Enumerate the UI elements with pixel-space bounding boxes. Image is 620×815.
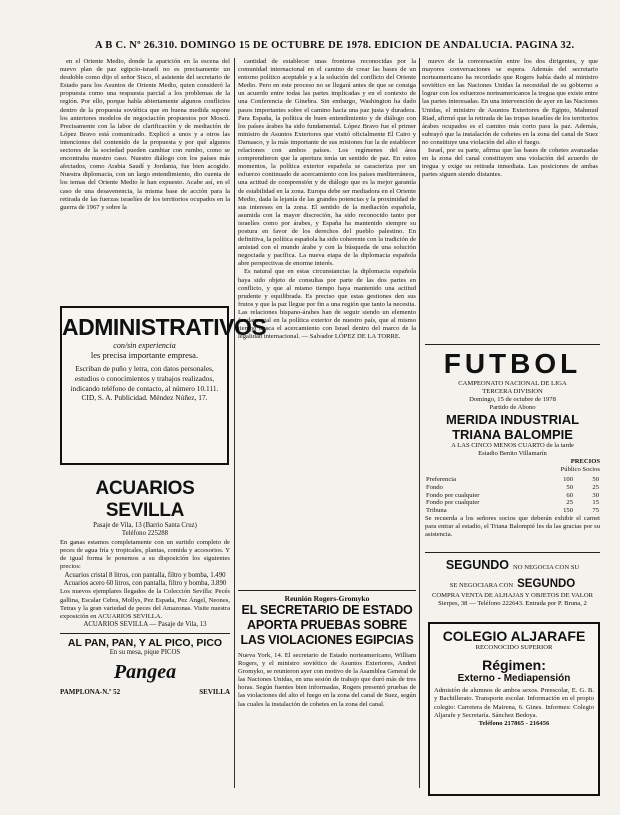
- colegio-body: Admisión de alumnos de ambos sexos. Preescolar, E. G. B. y Bachillerato. Transporte escolar. Información en el propio colegio: Carretera de Mairena, 6. Gines. Informes: Colegio Aljarafe y Secretaría. Sánchez Bedoya.: [434, 687, 594, 719]
- price-value: 100: [563, 476, 573, 483]
- pan-slogan: AL PAN, PAN, Y AL PICO, PICO: [67, 636, 223, 649]
- ad-title: ACUARIOS SEVILLA: [95, 478, 195, 521]
- table-row: [425, 484, 600, 492]
- prices-title: PRECIOS: [570, 458, 600, 465]
- brand-logo: Pangea: [113, 661, 177, 684]
- section-headline: EL SECRETARIO DE ESTADO APORTA PRUEBAS SOBRE LAS VIOLACIONES EGIPCIAS: [240, 603, 414, 647]
- ad-offer: Acuarios acero 60 litros, con pantalla, filtro y bomba, 3.890: [63, 580, 227, 588]
- ad-body: Los nuevos ejemplares llegados de la Colección Sevilla: Pecés gallina, Escalar Cebra, Mollys, Pez Espada, Pez Ángel, Neones, Tetras y la gran variedad de peces del Amazonas. Visite nuestra exposición en ACUARIOS SEVILLA.: [60, 588, 230, 621]
- ad-phone: Teléfono 225288: [121, 530, 169, 538]
- column-2: [238, 58, 416, 341]
- price-value: 15: [592, 499, 599, 507]
- column-1: [60, 58, 230, 212]
- table-row: [425, 499, 600, 507]
- table-row: [425, 476, 600, 484]
- stadium: Estadio Benito Villamarín: [478, 450, 547, 457]
- prices-header: Público Socios: [560, 466, 600, 473]
- ad-offer: Acuarios cristal 8 litros, con pantalla, filtro y bomba, 1.490: [64, 571, 226, 579]
- ad-address: ACUARIOS SEVILLA — Pasaje de Vila, 13: [83, 621, 207, 629]
- match-time: A LAS CINCO MENOS CUARTO de la tarde: [451, 442, 574, 449]
- futbol-title: FUTBOL: [443, 348, 582, 379]
- division: TERCERA DIVISION: [482, 388, 543, 395]
- article-text: en el Oriente Medio, donde la aparición en la escena del nuevo plan de paz egipcio-israelí no es precisamente un desdoble como dijo el señor Sisco, el asistente del secretario de Estado para los Asuntos de Oriente Medio, quien consideró la propuesta como una respuesta parcial a los problemas de la región. Por ello, porque habla abiertamente algunos conflictos dentro de la propuesta soviética que en buena medida supone los anteriores modelos de negociación propuestos por Moscú. Precisamente con la labor de clarificación y de mediación de López Bravo está comunicado. Explicó a unos y a otros las intenciones del contenido de la propuesta y por qué algunos sectores de la sociedad pueden cambiar con rumbo, como se encontraba nuestro caso. Nuestro diálogo con los países más afectados, como Arabia Saudí y Jordania, fue bien acogido. Nuestra diplomacia, con un largo entendimiento, dio cuenta de los temas del Oriente Medio le han expuesto. Acabe así, en el caso de una desavenencia, la misma base de acción para la retirada de las fuerzas israelíes de los territorios ocupados en la guerra de 1967 y sobre la: [60, 58, 230, 211]
- divider: [425, 552, 600, 553]
- article-text: Es natural que en estas circunstancias la diplomacia española haya sido objeto de consultas por parte de las dos partes en conflicto, y que al mismo tiempo haya mantenido una actitud prudente y equilibrada. Es preciso que estas gestiones den sus frutos y que la paz llegue por fin a una región que tanto la necesita. Las relaciones hispano-árabes han de seguir siendo un elemento fundamental en la política exterior de nuestro país, que al mismo tiempo busca el acercamiento con Israel dentro del marco de la legalidad internacional. — Salvador LÓPEZ DE LA TORRE.: [238, 268, 416, 341]
- segundo-sub: COMPRA VENTA DE ALHAJAS Y OBJETOS DE VALOR: [432, 592, 593, 599]
- colegio-regimen: Régimen:: [482, 657, 546, 674]
- price-label: Tribuna: [426, 507, 447, 515]
- segundo-line1: [425, 556, 600, 574]
- colegio-modes: Externo - Mediapensión: [457, 673, 571, 685]
- footer: [60, 688, 230, 696]
- ad-futbol: [425, 341, 600, 539]
- ad-segundo: [425, 549, 600, 608]
- price-value: 30: [592, 491, 599, 499]
- section-tag: Reunión Rogers-Gromyko: [284, 594, 370, 603]
- match-type: Partido de Abono: [489, 404, 536, 411]
- pan-sub: En su mesa, pique PICOS: [109, 648, 181, 656]
- price-value: 25: [592, 483, 599, 491]
- ad-address: Pasaje de Vila, 13 (Barrio Santa Cruz): [93, 522, 197, 529]
- match-date: Domingo, 15 de octubre de 1978: [469, 396, 556, 403]
- table-row: [425, 507, 600, 515]
- colegio-phone: Teléfono 217865 - 216456: [478, 720, 550, 728]
- ad-acuarios: [60, 478, 230, 696]
- divider: [60, 633, 230, 634]
- price-value: 50: [592, 476, 599, 483]
- futbol-note: Se recuerda a los señores socios que deberán exhibir el carnet para entrar al estadio, el Triana Balompié les da las gracias por su asistencia.: [425, 514, 600, 538]
- article-text: Nueva York, 14. El secretario de Estado norteamericano, William Rogers, y el ministro soviético de Asuntos Exteriores, Andrei Gromyko, se reunieron ayer con motivo de la Asamblea General de las Naciones Unidas, en una sesión de trabajo que duró más de tres horas. Según fuentes bien informadas, Rogers presentó pruebas de las violaciones del alto el fuego en la zona del canal de Suez, según las cuales la instalación de cohetes en la zona del canal.: [238, 652, 416, 708]
- ad-tagline: les precisa importante empresa.: [90, 350, 199, 360]
- footer-right: SEVILLA: [199, 688, 230, 697]
- article-text: nuevo de la conversación entre los dos dirigentes, y que mayores conversaciones se espera. Además del secretario norteamericano ha recordado que Rogers había dado al ministro soviético en las Naciones Unidas la necesidad de su gobierno a lograr con los esfuerzos norteamericanos la tregua que existe entre las partes interesadas. En una intervención de ayer en las Naciones Unidas, el ministro de Asuntos Exteriores de Egipto, Mahmud Riad, afirmó que la retirada de las tropas israelíes de los territorios árabes ocupados es el camino más corto para la paz. Además, subrayó que la instalación de cohetes en la zona del canal de Suez no constituye una violación del alto el fuego.: [422, 58, 598, 146]
- rogers-gromyko-section: [238, 587, 416, 709]
- price-value: 25: [566, 499, 573, 507]
- segundo-address: Sierpes, 38 — Teléfono 222643. Entrada por P. Bruna, 2: [438, 600, 587, 608]
- prices-table: [425, 476, 600, 515]
- column-rule: [234, 58, 235, 788]
- price-value: 75: [592, 507, 599, 515]
- article-text: Israel, por su parte, afirma que las bases de cohetes avanzadas en la zona del canal constituyen una violación del acuerdo de tregua y exige su retirada inmediata. Las posiciones de ambas partes siguen siendo distantes.: [422, 147, 598, 179]
- price-label: Preferencia: [426, 476, 457, 483]
- segundo-line2: [425, 574, 600, 592]
- ad-body: En ganas estamos completamente con un surtido completo de peces de agua fría y tropicales, plantas, comida y accesorios. Y de igual forma le ponemos a su disposición los siguientes precios:: [60, 538, 230, 571]
- price-value: 150: [563, 507, 573, 515]
- colegio-title: COLEGIO ALJARAFE: [442, 628, 586, 644]
- ad-colegio: [428, 622, 600, 796]
- segundo-word: SEGUNDO: [445, 558, 510, 572]
- price-value: 60: [566, 491, 573, 499]
- price-label: Fondo por cualquier: [426, 499, 480, 507]
- ad-administrativos: [60, 306, 267, 465]
- divider: [238, 590, 416, 591]
- page-header: A B C. Nº 26.310. DOMINGO 15 DE OCTUBRE DE 1978. EDICION DE ANDALUCIA. PAGINA 32.: [95, 40, 575, 51]
- competition: CAMPEONATO NACIONAL DE LIGA: [458, 380, 567, 387]
- ad-subtitle: con/sin experiencia: [113, 341, 176, 350]
- segundo-mid: SE NEGOCIARA CON: [449, 582, 514, 589]
- team-home: MERIDA INDUSTRIAL: [445, 412, 580, 427]
- price-label: Fondo por cualquier: [426, 491, 480, 499]
- team-away: TRIANA BALOMPIE: [452, 427, 573, 442]
- divider: [425, 344, 600, 345]
- article-text: cantidad de establecer unas fronteras reconocidas por la comunidad internacional en el camino de crear las bases de un entorno político aceptable y a la solución del conflicto del Oriente Medio. Pero en este proceso no se llegará antes de que se consiga un acuerdo entre todas las partes implicadas y en el contexto de una Conferencia de Ginebra. Sin embargo, Washington ha dado pasos importantes sobre el camino hacia una paz justa y duradera. Para España, la política de buen entendimiento y de diálogo con los países árabes ha sido fundamental. López Bravo fue el primer ministro de Asuntos Exteriores que visitó oficialmente El Cairo y Damasco, y la más importante de sus misiones fue la de establecer relaciones con ambos países. Los regímenes del área comprendieron que la apertura tenía un sentido de paz. En estos momentos, la política exterior española se caracteriza por un esfuerzo continuado de acercamiento con los países mediterráneos, una actitud de comprensión y de diálogo que es la mejor garantía de estabilidad en la zona. Europa debe ser mediadora en el Oriente Medio, dada la lejanía de las grandes potencias y la proximidad de sus intereses en la zona. El sentido de la mediación española, asumida con la mayor discreción, ha sido reconocido tanto por israelíes como por árabes, y España ha mantenido siempre su postura en favor de los derechos del pueblo palestino. En definitiva, la política española ha sido coherente con la tradición de amistad con el mundo árabe y con la búsqueda de una solución negociada y pacífica. La nueva etapa de la diplomacia española abre perspectivas de enorme interés.: [238, 58, 416, 268]
- column-rule: [419, 58, 420, 788]
- ad-title: ADMINISTRATIVOS: [62, 314, 267, 340]
- column-3: [422, 58, 598, 179]
- price-label: Fondo: [426, 483, 443, 491]
- price-value: 50: [566, 483, 573, 491]
- colegio-recognition: RECONOCIDO SUPERIOR: [475, 644, 553, 651]
- segundo-mid: NO NEGOCIA CON SU: [513, 564, 580, 571]
- ad-body: Escriban de puño y letra, con datos personales, estudios o conocimientos y trabajos realizados, indicando teléfono de contacto, al número 10.111. CID, S. A. Publicidad. Méndez Núñez, 17.: [70, 364, 219, 403]
- segundo-word: SEGUNDO: [517, 578, 576, 590]
- table-row: [425, 492, 600, 500]
- footer-left: PAMPLONA-N.º 52: [60, 688, 121, 697]
